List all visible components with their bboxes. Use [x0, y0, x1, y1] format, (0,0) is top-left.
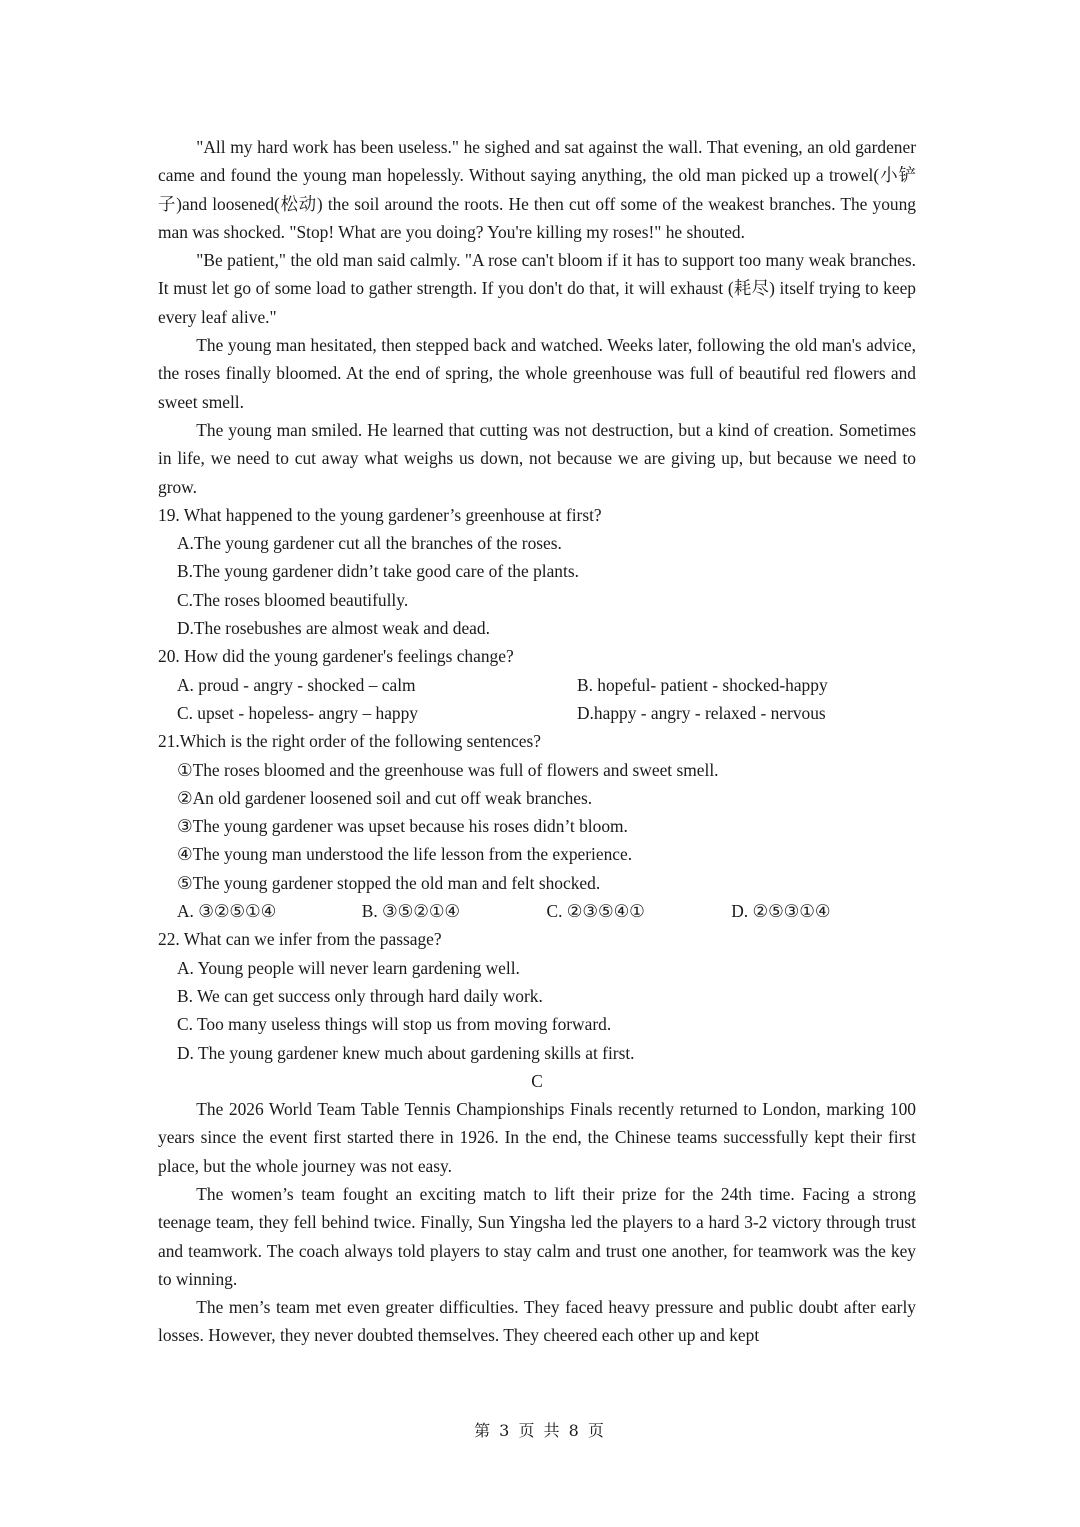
section-c-heading: C [531, 1070, 543, 1091]
passage-c-paragraph-3: The men’s team met even greater difficulties. They faced heavy pressure and public doubt after early losses. However, they never doubted themselves. They cheered each other up and kept [158, 1297, 916, 1346]
question-21-option-d: D. ②⑤③①④ [731, 901, 831, 922]
question-21-option-c: C. ②③⑤④① [546, 901, 645, 922]
question-20-options-row-1 [158, 671, 916, 699]
question-21-sentence-3: ③The young gardener was upset because his roses didn’t bloom. [177, 816, 628, 837]
question-19-stem: 19. What happened to the young gardener’s greenhouse at first? [158, 504, 602, 525]
question-20-option-c: C. upset - hopeless- angry – happy [177, 702, 419, 723]
question-22-option-b: B. We can get success only through hard daily work. [177, 985, 543, 1006]
passage-b-paragraph-4: The young man smiled. He learned that cutting was not destruction, but a kind of creation. Sometimes in life, we need to cut away what weighs us down, not because we are giving up, but because we need to grow. [158, 419, 916, 497]
passage-c-paragraph-2: The women’s team fought an exciting match to lift their prize for the 24th time. Facing a strong teenage team, they fell behind twice. Finally, Sun Yingsha led the players to a hard 3-2 victory through trust and teamwork. The coach always told players to stay calm and trust one another, for teamwork was the key to winning. [158, 1183, 916, 1289]
passage-b-paragraph-1: "All my hard work has been useless." he sighed and sat against the wall. That evening, an old gardener came and found the young man hopelessly. Without saying anything, the old man picked up a trowel(小铲子)and loosened(松动) the soil around the roots. He then cut off some of the weakest branches. The young man was shocked. "Stop! What are you doing? You're killing my roses!" he shouted. [158, 137, 916, 242]
question-21-option-a: A. ③②⑤①④ [177, 901, 277, 922]
question-20-option-b: B. hopeful- patient - shocked-happy [577, 674, 828, 695]
page-number-footer: 第 3 页 共 8 页 [474, 1421, 606, 1440]
question-21-sentence-1: ①The roses bloomed and the greenhouse was full of flowers and sweet smell. [177, 759, 719, 780]
question-20-option-a: A. proud - angry - shocked – calm [177, 674, 416, 695]
passage-b-paragraph-3: The young man hesitated, then stepped back and watched. Weeks later, following the old man's advice, the roses finally bloomed. At the end of spring, the whole greenhouse was full of beautiful red flowers and sweet smell. [158, 335, 916, 412]
question-21-sentence-4: ④The young man understood the life lesson from the experience. [177, 844, 633, 865]
question-20-option-d: D.happy - angry - relaxed - nervous [577, 702, 826, 723]
question-21-sentence-2: ②An old gardener loosened soil and cut off weak branches. [177, 787, 593, 808]
question-21-options-row [158, 897, 916, 925]
question-19-option-a: A.The young gardener cut all the branches of the roses. [177, 533, 562, 554]
question-22-option-a: A. Young people will never learn gardening well. [177, 957, 520, 978]
question-22-option-d: D. The young gardener knew much about gardening skills at first. [177, 1042, 635, 1063]
question-20-options-row-2 [158, 699, 916, 727]
question-19-option-b: B.The young gardener didn’t take good care of the plants. [177, 561, 579, 582]
passage-b-paragraph-2: "Be patient," the old man said calmly. "A rose can't bloom if it has to support too many weak branches. It must let go of some load to gather strength. If you don't do that, it will exhaust (耗尽) itself trying to keep every leaf alive." [158, 250, 916, 327]
question-19-option-d: D.The rosebushes are almost weak and dead. [177, 618, 490, 639]
exam-page [158, 133, 916, 1350]
question-20-stem: 20. How did the young gardener's feelings change? [158, 646, 514, 667]
question-21-stem: 21.Which is the right order of the following sentences? [158, 731, 541, 752]
question-19-option-c: C.The roses bloomed beautifully. [177, 589, 409, 610]
question-22-option-c: C. Too many useless things will stop us from moving forward. [177, 1014, 612, 1035]
question-21-sentence-5: ⑤The young gardener stopped the old man and felt shocked. [177, 872, 601, 893]
question-21-option-b: B. ③⑤②①④ [361, 901, 460, 922]
question-22-stem: 22. What can we infer from the passage? [158, 929, 442, 950]
passage-c-paragraph-1: The 2026 World Team Table Tennis Championships Finals recently returned to London, marking 100 years since the event first started there in 1926. In the end, the Chinese teams successfully kept their first place, but the whole journey was not easy. [158, 1099, 916, 1176]
